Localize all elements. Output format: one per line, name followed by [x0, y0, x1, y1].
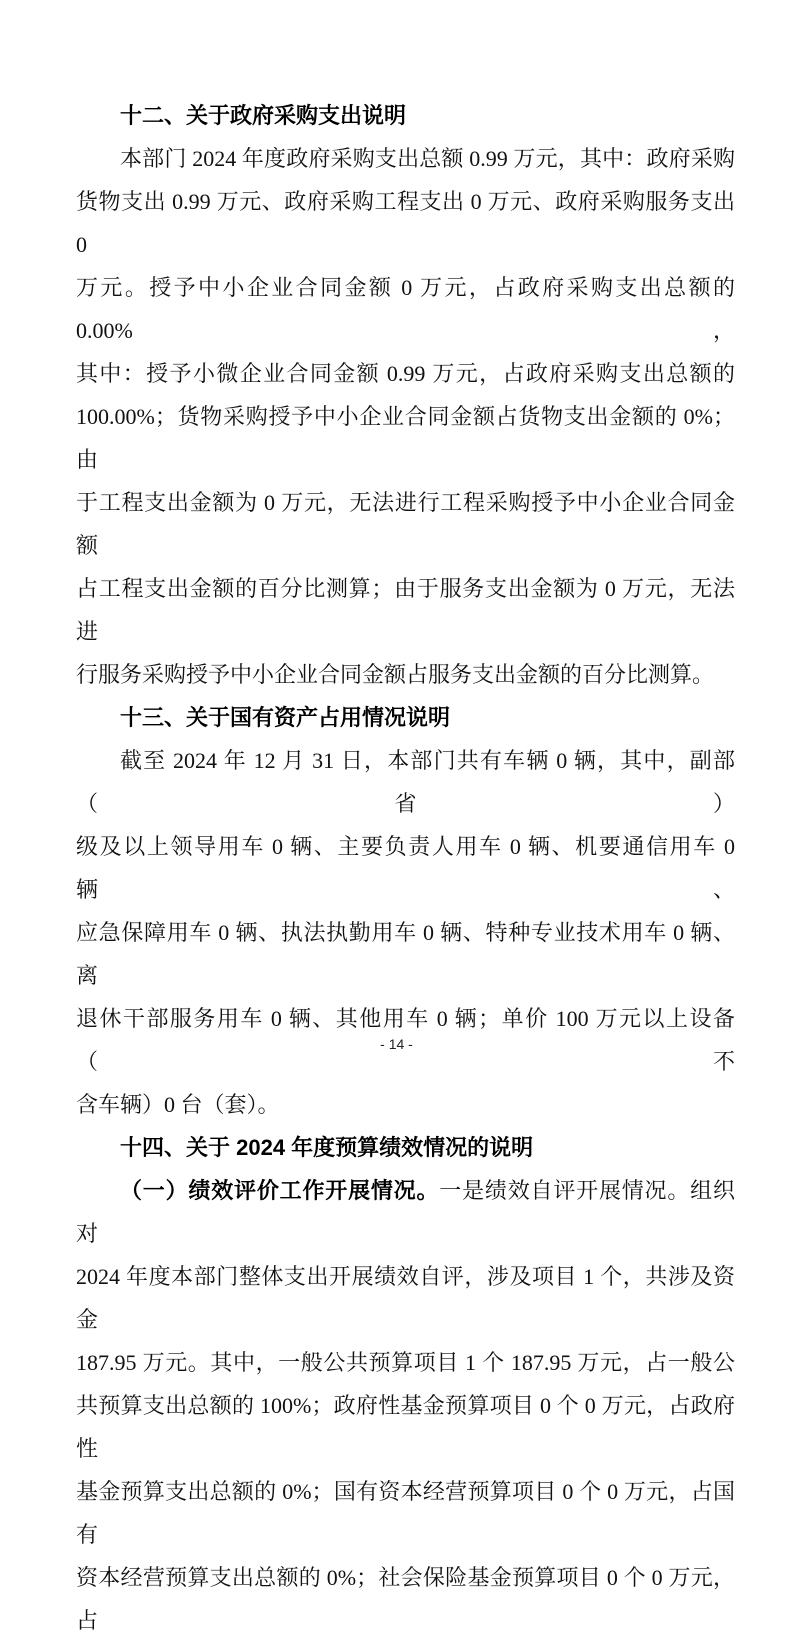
section-heading-12: 十二、关于政府采购支出说明 [120, 103, 407, 128]
section-state-assets [76, 696, 735, 1126]
paragraph-line: 共预算支出总额的 100%；政府性基金预算项目 0 个 0 万元，占政府性 [76, 1393, 735, 1461]
paragraph-line: 187.95 万元。其中，一般公共预算项目 1 个 187.95 万元，占一般公 [76, 1350, 735, 1375]
paragraph-state-assets [76, 739, 735, 1126]
paragraph-line: 资本经营预算支出总额的 0%；社会保险基金预算项目 0 个 0 万元，占 [76, 1565, 735, 1633]
paragraph-line: 100.00%；货物采购授予中小企业合同金额占货物支出金额的 0%；由 [76, 404, 735, 472]
paragraph-line: 退休干部服务用车 0 辆、其他用车 0 辆；单价 100 万元以上设备（不 [76, 1006, 735, 1074]
paragraph-line: 万元。授予中小企业合同金额 0 万元，占政府采购支出总额的 0.00%， [76, 275, 735, 343]
paragraph-line: 货物支出 0.99 万元、政府采购工程支出 0 万元、政府采购服务支出 0 [76, 189, 735, 257]
paragraph-line: 本部门 2024 年度政府采购支出总额 0.99 万元，其中：政府采购 [120, 146, 735, 171]
paragraph-gov-procurement [76, 137, 735, 696]
paragraph-line: 基金预算支出总额的 0%；国有资本经营预算项目 0 个 0 万元，占国有 [76, 1479, 736, 1547]
paragraph-line: 于工程支出金额为 0 万元，无法进行工程采购授予中小企业合同金额 [76, 490, 735, 558]
section-gov-procurement [76, 94, 735, 696]
paragraph-lead-bold: （一）绩效评价工作开展情况。 [120, 1178, 440, 1203]
section-budget-performance [76, 1126, 735, 1642]
paragraph-line: 占工程支出金额的百分比测算；由于服务支出金额为 0 万元，无法进 [76, 576, 735, 644]
paragraph-line [76, 1169, 735, 1255]
paragraph-line-text: 一是绩效自评开展情况。组织对 [76, 1178, 735, 1246]
section-heading-13: 十三、关于国有资产占用情况说明 [120, 705, 451, 730]
paragraph-line: 其中：授予小微企业合同金额 0.99 万元，占政府采购支出总额的 [76, 361, 735, 386]
paragraph-line: 行服务采购授予中小企业合同金额占服务支出金额的百分比测算。 [76, 662, 715, 687]
paragraph-budget-performance [76, 1169, 735, 1642]
paragraph-line: 含车辆）0 台（套）。 [76, 1092, 280, 1117]
paragraph-line: 级及以上领导用车 0 辆、主要负责人用车 0 辆、机要通信用车 0 辆、 [76, 834, 735, 902]
section-heading-14: 十四、关于 2024 年度预算绩效情况的说明 [120, 1135, 534, 1160]
paragraph-line: 2024 年度本部门整体支出开展绩效自评，涉及项目 1 个，共涉及资金 [76, 1264, 735, 1332]
paragraph-line: 应急保障用车 0 辆、执法执勤用车 0 辆、特种专业技术用车 0 辆、离 [76, 920, 735, 988]
paragraph-line: 截至 2024 年 12 月 31 日，本部门共有车辆 0 辆，其中，副部（省） [76, 748, 735, 816]
page-number: - 14 - [380, 1036, 413, 1052]
